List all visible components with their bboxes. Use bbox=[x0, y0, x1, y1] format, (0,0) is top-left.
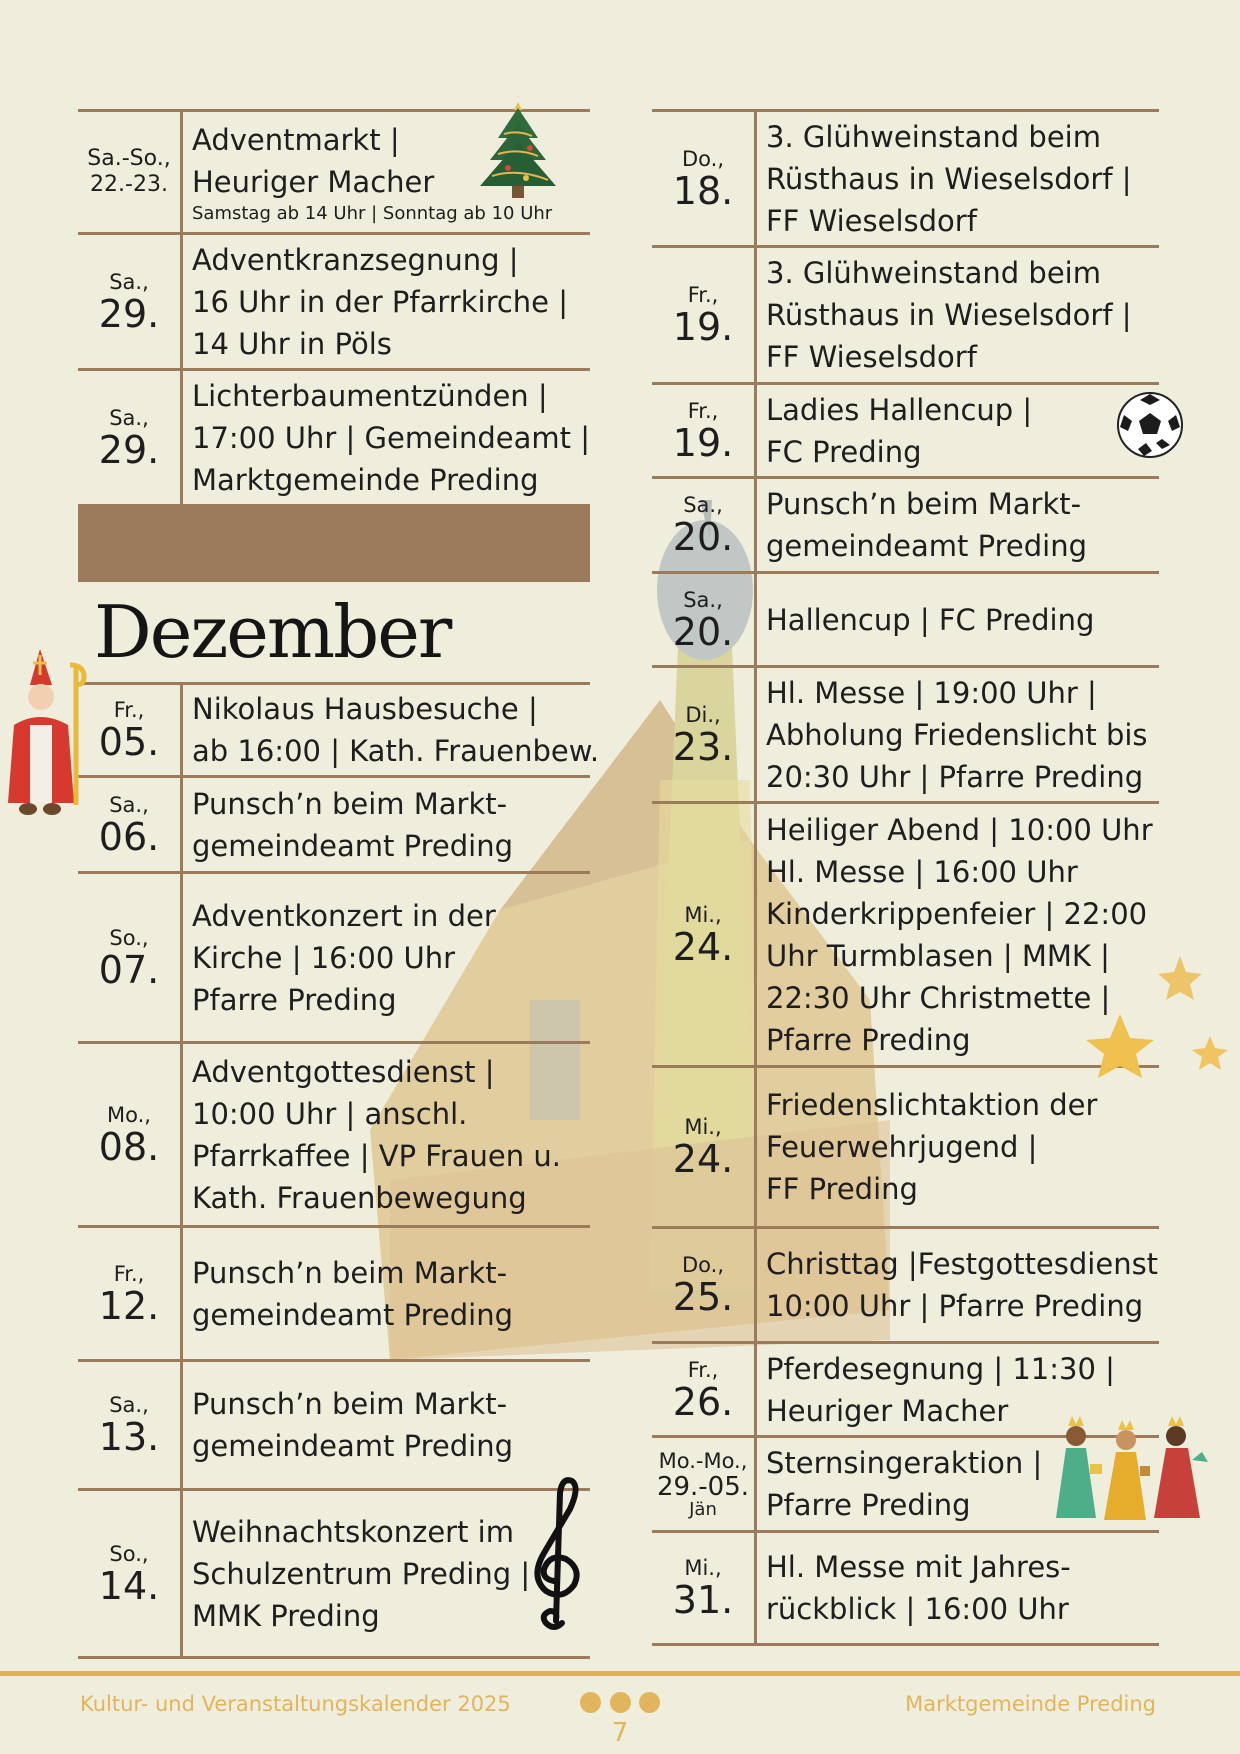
event-row bbox=[652, 665, 1159, 801]
event-day: 13. bbox=[98, 1415, 160, 1459]
event-text bbox=[757, 1229, 1166, 1341]
footer-rule bbox=[0, 1671, 1240, 1676]
event-line: FC Preding bbox=[766, 434, 922, 469]
event-line: Nikolaus Hausbesuche | bbox=[192, 692, 538, 726]
event-line: Pferdesegnung | 11:30 | bbox=[766, 1351, 1115, 1386]
event-dow: Mi., bbox=[684, 1556, 722, 1580]
month-heading: Dezember bbox=[94, 590, 451, 674]
event-line: Hallencup | FC Preding bbox=[766, 602, 1095, 637]
event-day: 23. bbox=[672, 724, 734, 769]
event-line: 17:00 Uhr | Gemeindeamt | bbox=[192, 420, 590, 455]
right-column bbox=[652, 109, 1159, 1646]
event-line: Friedenslichtaktion der bbox=[766, 1088, 1098, 1122]
event-text bbox=[757, 668, 1159, 801]
three-kings-icon bbox=[1042, 1408, 1212, 1524]
event-line: 20:30 Uhr | Pfarre Preding bbox=[766, 759, 1144, 794]
event-day: 18. bbox=[672, 168, 734, 213]
event-day: 19. bbox=[672, 305, 734, 349]
event-line: Sternsingeraktion | bbox=[766, 1446, 1043, 1480]
event-row bbox=[78, 775, 590, 871]
event-dow: Mo.-Mo., bbox=[658, 1449, 748, 1473]
event-dow: So., bbox=[109, 1541, 149, 1566]
event-line: 22:30 Uhr Christmette | bbox=[766, 980, 1111, 1015]
section-divider-band bbox=[78, 504, 590, 582]
event-row bbox=[78, 1041, 590, 1225]
event-line: Kath. Frauenbewegung bbox=[192, 1180, 527, 1215]
event-line: Hl. Messe mit Jahres- bbox=[766, 1550, 1071, 1584]
event-text bbox=[757, 574, 1159, 665]
event-dow: So., bbox=[109, 925, 149, 950]
event-day: 24. bbox=[672, 1137, 734, 1181]
event-date bbox=[78, 778, 183, 871]
footer-dots bbox=[580, 1692, 660, 1713]
event-day: 26. bbox=[672, 1379, 734, 1424]
event-day: 31. bbox=[672, 1578, 734, 1622]
event-row bbox=[78, 871, 590, 1041]
saint-nicholas-icon bbox=[0, 645, 92, 820]
event-date bbox=[652, 1068, 757, 1226]
event-day: 08. bbox=[98, 1124, 160, 1169]
event-line: Pfarrkaffee | VP Frauen u. bbox=[192, 1138, 561, 1173]
event-line: Pfarre Preding bbox=[192, 982, 397, 1017]
event-date bbox=[78, 874, 183, 1041]
event-text bbox=[757, 385, 1159, 476]
event-day: 25. bbox=[672, 1275, 734, 1319]
event-dow: Fr., bbox=[687, 1357, 719, 1382]
event-line: Heiliger Abend | 10:00 Uhr bbox=[766, 812, 1153, 847]
event-dow: Fr., bbox=[687, 398, 719, 423]
event-date bbox=[652, 248, 757, 382]
event-dow: Fr., bbox=[113, 698, 145, 722]
event-dow: Do., bbox=[682, 146, 724, 171]
event-date bbox=[78, 1044, 183, 1225]
event-dow: Mo., bbox=[107, 1102, 151, 1127]
event-day: 06. bbox=[98, 814, 160, 859]
event-line: Punsch’n beim Markt- bbox=[192, 786, 508, 821]
event-day: 07. bbox=[98, 947, 160, 992]
event-line: Punsch’n beim Markt- bbox=[192, 1387, 508, 1421]
event-date bbox=[78, 1362, 183, 1488]
event-line: Hl. Messe | 19:00 Uhr | bbox=[766, 675, 1097, 710]
event-dow: Sa.-So., bbox=[87, 146, 171, 171]
event-date bbox=[78, 371, 183, 504]
event-line: 14 Uhr in Pöls bbox=[192, 326, 392, 361]
event-line: Heuriger Macher bbox=[192, 165, 435, 199]
event-line: rückblick | 16:00 Uhr bbox=[766, 1592, 1069, 1626]
event-date bbox=[652, 1229, 757, 1341]
event-line: gemeindeamt Preding bbox=[192, 1429, 513, 1463]
football-icon bbox=[1116, 391, 1184, 459]
event-line: FF Preding bbox=[766, 1172, 918, 1206]
event-text bbox=[183, 778, 590, 871]
event-dow: Sa., bbox=[109, 1393, 149, 1417]
event-row bbox=[78, 232, 590, 368]
event-line: Rüsthaus in Wieselsdorf | bbox=[766, 298, 1132, 332]
event-line: 10:00 Uhr | anschl. bbox=[192, 1096, 468, 1131]
christmas-tree-icon bbox=[468, 98, 568, 210]
event-row bbox=[652, 1065, 1159, 1226]
event-day: 20. bbox=[672, 609, 734, 654]
event-line: Hl. Messe | 16:00 Uhr bbox=[766, 854, 1078, 889]
event-line: 10:00 Uhr | Pfarre Preding bbox=[766, 1289, 1144, 1323]
event-month-note: Jän bbox=[689, 1499, 717, 1520]
left-column bbox=[78, 109, 600, 1659]
dot-icon bbox=[639, 1692, 660, 1713]
dot-icon bbox=[580, 1692, 601, 1713]
event-row bbox=[78, 682, 600, 775]
event-dow: Di., bbox=[685, 702, 721, 727]
event-dow: Mi., bbox=[684, 902, 722, 927]
event-text bbox=[183, 371, 598, 504]
event-line: Rüsthaus in Wieselsdorf | bbox=[766, 161, 1132, 196]
event-line: Abholung Friedenslicht bis bbox=[766, 717, 1148, 752]
event-date bbox=[652, 112, 757, 245]
event-dow: Sa., bbox=[109, 269, 149, 294]
event-line: Adventgottesdienst | bbox=[192, 1054, 495, 1089]
event-date bbox=[652, 1533, 757, 1643]
event-line: Adventmarkt | bbox=[192, 123, 400, 157]
event-line: FF Wieselsdorf bbox=[766, 203, 977, 238]
star-decoration-icon bbox=[1080, 950, 1230, 1080]
event-line: Lichterbaumentzünden | bbox=[192, 378, 548, 413]
event-line: FF Wieselsdorf bbox=[766, 340, 977, 374]
event-line: 3. Glühweinstand beim bbox=[766, 119, 1101, 154]
event-date bbox=[652, 1438, 757, 1530]
event-line: Christtag |Festgottesdienst bbox=[766, 1247, 1159, 1281]
event-date bbox=[78, 685, 183, 775]
footer-publication-title: Kultur- und Veranstaltungskalender 2025 bbox=[80, 1692, 511, 1716]
page-number: 7 bbox=[611, 1718, 629, 1748]
event-row bbox=[652, 109, 1159, 245]
event-dow: Fr., bbox=[687, 283, 719, 307]
event-day: 29. bbox=[98, 291, 160, 336]
event-text bbox=[183, 1362, 590, 1488]
event-row bbox=[652, 476, 1159, 571]
footer-publisher: Marktgemeinde Preding bbox=[905, 1692, 1156, 1716]
event-line: Kirche | 16:00 Uhr bbox=[192, 940, 456, 975]
event-line: Uhr Turmblasen | MMK | bbox=[766, 938, 1110, 973]
event-row bbox=[78, 1488, 590, 1659]
event-line: gemeindeamt Preding bbox=[766, 529, 1087, 563]
dot-icon bbox=[610, 1692, 631, 1713]
event-row bbox=[78, 1359, 590, 1488]
event-date bbox=[652, 385, 757, 476]
event-line: Adventkonzert in der bbox=[192, 898, 496, 933]
event-dow: Do., bbox=[682, 1253, 724, 1277]
event-line: Punsch’n beim Markt- bbox=[766, 487, 1082, 521]
event-dow: Sa., bbox=[683, 493, 723, 517]
event-line: Adventkranzsegnung | bbox=[192, 242, 519, 277]
event-text bbox=[757, 1533, 1159, 1643]
event-line: Ladies Hallencup | bbox=[766, 392, 1033, 427]
event-line: Pfarre Preding bbox=[766, 1022, 971, 1057]
event-row bbox=[78, 368, 590, 504]
event-day: 05. bbox=[98, 720, 160, 764]
event-date bbox=[652, 574, 757, 665]
event-line: MMK Preding bbox=[192, 1598, 380, 1633]
event-line: Punsch’n beim Markt- bbox=[192, 1255, 508, 1290]
event-day: 20. bbox=[672, 515, 734, 559]
event-dow: Fr., bbox=[113, 1261, 145, 1286]
event-day: 12. bbox=[98, 1283, 160, 1328]
event-text bbox=[757, 1068, 1159, 1226]
event-line: gemeindeamt Preding bbox=[192, 828, 513, 863]
event-day: 22.-23. bbox=[90, 172, 168, 197]
event-text bbox=[183, 1044, 590, 1225]
event-row bbox=[652, 382, 1159, 476]
event-text bbox=[757, 112, 1159, 245]
event-line: Feuerwehrjugend | bbox=[766, 1130, 1038, 1164]
event-day: 14. bbox=[98, 1563, 160, 1608]
event-date bbox=[652, 804, 757, 1065]
event-line: Marktgemeinde Preding bbox=[192, 462, 539, 497]
event-line: Schulzentrum Preding | bbox=[192, 1556, 531, 1591]
treble-clef-icon bbox=[526, 1473, 588, 1633]
event-row bbox=[652, 1435, 1159, 1530]
event-line: Weihnachtskonzert im bbox=[192, 1514, 514, 1549]
event-day: 29.-05. bbox=[656, 1472, 750, 1502]
event-row bbox=[652, 245, 1159, 382]
event-text bbox=[757, 479, 1159, 571]
event-text bbox=[183, 1228, 590, 1359]
event-date bbox=[78, 1491, 183, 1656]
event-line: Kinderkrippenfeier | 22:00 bbox=[766, 896, 1148, 931]
event-date bbox=[78, 1228, 183, 1359]
event-line: gemeindeamt Preding bbox=[192, 1297, 513, 1332]
event-text bbox=[183, 874, 590, 1041]
event-text bbox=[183, 685, 607, 775]
event-date bbox=[652, 479, 757, 571]
event-day: 19. bbox=[672, 420, 734, 465]
event-row bbox=[652, 1530, 1159, 1646]
event-dow: Mi., bbox=[684, 1115, 722, 1139]
event-line: ab 16:00 | Kath. Frauenbew. bbox=[192, 734, 600, 768]
event-day: 29. bbox=[98, 427, 160, 472]
event-day: 24. bbox=[672, 924, 734, 969]
event-date bbox=[78, 112, 183, 232]
event-dow: Sa., bbox=[683, 587, 723, 612]
event-text bbox=[757, 248, 1159, 382]
event-date bbox=[652, 1344, 757, 1435]
event-date bbox=[78, 235, 183, 368]
event-dow: Sa., bbox=[109, 405, 149, 430]
event-line: 16 Uhr in der Pfarrkirche | bbox=[192, 284, 569, 319]
event-line: 3. Glühweinstand beim bbox=[766, 256, 1101, 290]
event-line: Pfarre Preding bbox=[766, 1488, 971, 1522]
event-line: Heuriger Macher bbox=[766, 1393, 1009, 1428]
event-row bbox=[78, 1225, 590, 1359]
event-row bbox=[652, 1226, 1159, 1341]
event-note: Samstag ab 14 Uhr | Sonntag ab 10 Uhr bbox=[192, 203, 553, 224]
event-date bbox=[652, 668, 757, 801]
event-dow: Sa., bbox=[109, 792, 149, 817]
event-row bbox=[78, 109, 590, 232]
event-text bbox=[183, 235, 590, 368]
event-row bbox=[652, 571, 1159, 665]
